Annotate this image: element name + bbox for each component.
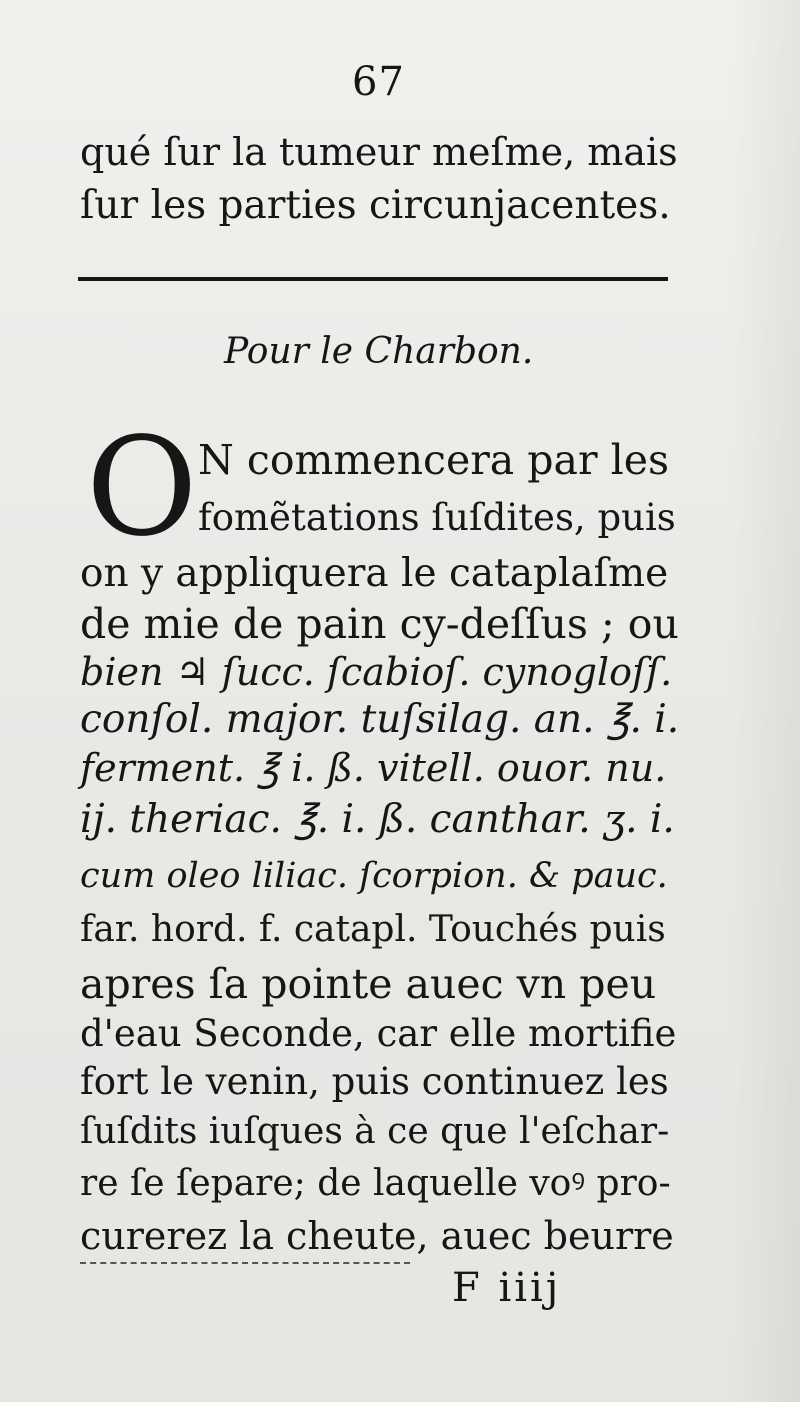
text-line: fomẽtations ſuſdites, puis bbox=[198, 496, 676, 539]
page-number: 67 bbox=[352, 59, 405, 105]
text-line: conſol. major. tuſsilag. an. ℥. i. bbox=[80, 697, 680, 742]
text-line: N commencera par les bbox=[198, 436, 670, 484]
text-line: apres ſa pointe auec vn peu bbox=[80, 960, 657, 1008]
text-line: re ſe ſepare; de laquelle voꝰ pro- bbox=[80, 1163, 671, 1204]
drop-cap-initial: O bbox=[86, 409, 198, 567]
text-line: ſur les parties circunjacentes. bbox=[80, 183, 671, 228]
text-line: on y appliquera le cataplaſme bbox=[80, 551, 669, 596]
section-divider-rule bbox=[78, 277, 668, 281]
footer-dashed-line bbox=[80, 1262, 410, 1264]
text-line: de mie de pain cy-deſſus ; ou bbox=[80, 600, 679, 648]
text-line: bien ♃ ſucc. ſcabioſ. cynogloſſ. bbox=[80, 650, 673, 694]
text-line: fort le venin, puis continuez les bbox=[80, 1060, 669, 1103]
text-line: qué ſur la tumeur meſme, mais bbox=[80, 130, 678, 174]
text-line: ferment. ℥ i. ß. vitell. ouor. nu. bbox=[80, 746, 667, 790]
section-heading: Pour le Charbon. bbox=[224, 331, 534, 372]
text-line: far. hord. f. catapl. Touchés puis bbox=[80, 909, 666, 950]
text-line: d'eau Seconde, car elle mortifie bbox=[80, 1012, 677, 1055]
text-line: ſuſdits iuſques à ce que l'eſchar- bbox=[80, 1111, 670, 1152]
text-line: curerez la cheute, auec beurre bbox=[80, 1214, 674, 1258]
text-line: ij. theriac. ℥. i. ß. canthar. ʒ. i. bbox=[80, 797, 675, 842]
signature-mark: F iiij bbox=[452, 1265, 562, 1311]
text-line: cum oleo liliac. ſcorpion. & pauc. bbox=[80, 856, 668, 896]
page-edge-shadow bbox=[730, 0, 800, 1402]
